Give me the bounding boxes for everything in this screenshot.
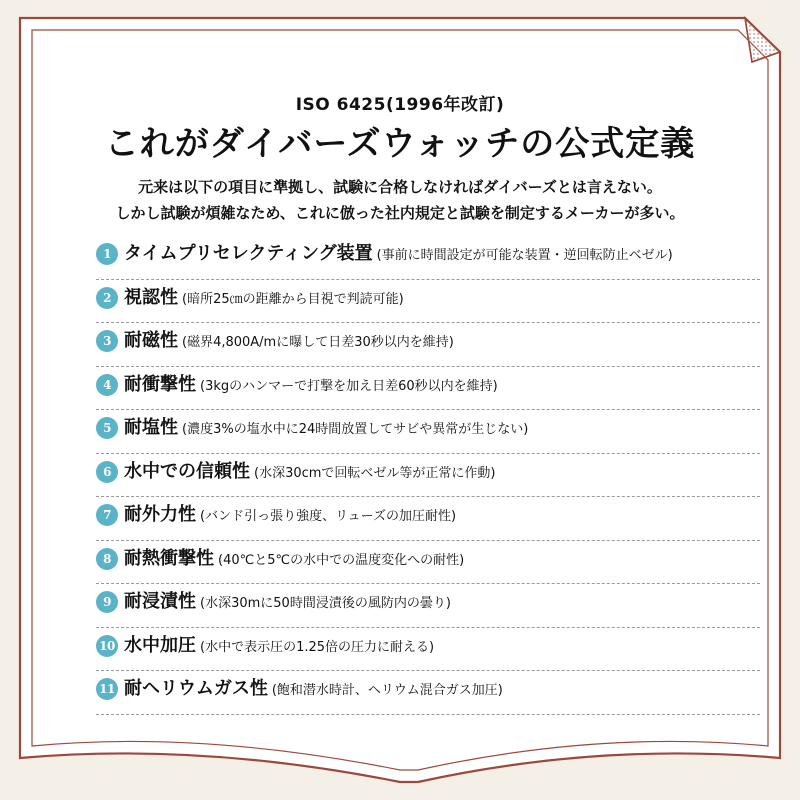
item-name: 耐磁性 xyxy=(124,330,178,351)
item-description: (磁界4,800A/mに曝して日差30秒以内を維持) xyxy=(182,335,454,350)
page-title: これがダイバーズウォッチの公式定義 xyxy=(104,124,696,164)
item-description: (暗所25㎝の距離から目視で判読可能) xyxy=(182,291,404,307)
list-item xyxy=(96,584,760,628)
list-item xyxy=(96,323,760,367)
list-item xyxy=(96,671,760,715)
item-name: タイムプリセレクティング装置 xyxy=(124,243,373,264)
number-badge: 7 xyxy=(96,504,118,526)
item-name: 水中加圧 xyxy=(124,634,196,656)
item-name: 耐熱衝撃性 xyxy=(124,547,214,569)
item-name: 水中での信頼性 xyxy=(124,460,250,482)
number-badge: 4 xyxy=(96,374,118,396)
list-item xyxy=(96,236,760,280)
number-badge: 6 xyxy=(96,461,118,483)
number-badge: 1 xyxy=(96,243,118,265)
item-description: (濃度3%の塩水中に24時間放置してサビや異常が生じない) xyxy=(182,422,529,437)
number-badge: 11 xyxy=(96,678,118,700)
list-item xyxy=(96,280,760,324)
item-description: (飽和潜水時計、ヘリウム混合ガス加圧) xyxy=(271,683,503,698)
item-description: (事前に時間設定が可能な装置・逆回転防止ベゼル) xyxy=(376,248,673,263)
item-name: 耐衝撃性 xyxy=(124,373,196,395)
content-area xyxy=(40,40,760,760)
item-description: (水中で表示圧の1.25倍の圧力に耐える) xyxy=(200,639,435,655)
list-item xyxy=(96,628,760,672)
number-badge: 9 xyxy=(96,591,118,613)
intro-line-2: しかし試験が煩雑なため、これに倣った社内規定と試験を制定するメーカーが多い。 xyxy=(115,204,685,222)
standard-subtitle: ISO 6425(1996年改訂) xyxy=(295,95,505,115)
number-badge: 10 xyxy=(96,635,118,657)
list-item xyxy=(96,497,760,541)
item-name: 視認性 xyxy=(124,286,178,308)
requirement-list xyxy=(96,236,760,715)
list-item xyxy=(96,367,760,411)
number-badge: 2 xyxy=(96,287,118,309)
item-description: (3kgのハンマーで打撃を加え日差60秒以内を維持) xyxy=(200,378,498,394)
item-description: (バンド引っ張り強度、リューズの加圧耐性) xyxy=(200,509,457,524)
number-badge: 5 xyxy=(96,417,118,439)
intro-line-1: 元来は以下の項目に準拠し、試験に合格しなければダイバーズとは言えない。 xyxy=(138,178,662,196)
item-description: (水深30mに50時間浸漬後の風防内の曇り) xyxy=(200,596,451,611)
item-description: (水深30cmで回転ベゼル等が正常に作動) xyxy=(254,465,496,481)
item-description: (40℃と5℃の水中での温度変化への耐性) xyxy=(218,552,465,568)
item-name: 耐ヘリウムガス性 xyxy=(124,678,268,699)
list-item xyxy=(96,541,760,585)
list-item xyxy=(96,454,760,498)
dashed-divider xyxy=(96,714,760,715)
number-badge: 8 xyxy=(96,548,118,570)
item-name: 耐塩性 xyxy=(124,417,178,438)
number-badge: 3 xyxy=(96,330,118,352)
item-name: 耐外力性 xyxy=(124,504,196,525)
item-name: 耐浸漬性 xyxy=(124,591,196,612)
list-item xyxy=(96,410,760,454)
